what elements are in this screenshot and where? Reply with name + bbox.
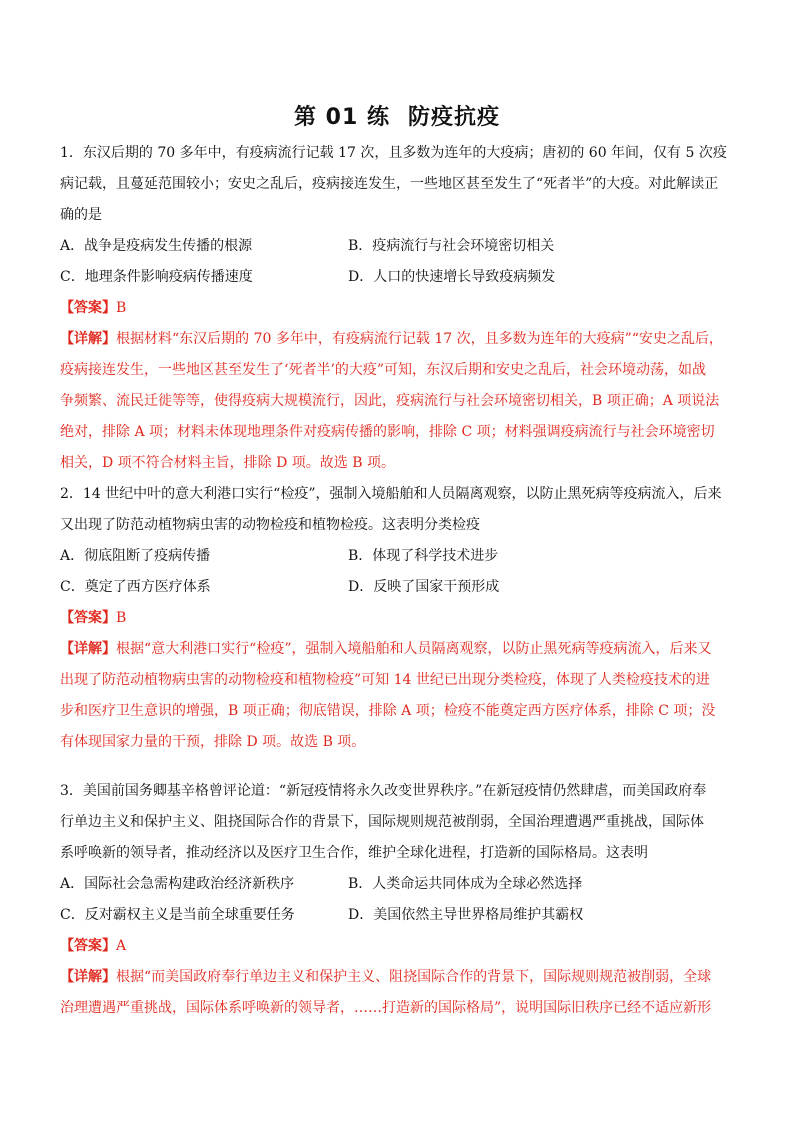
answer-line xyxy=(60,603,736,634)
detail-line xyxy=(60,962,736,993)
detail-line: 相关，D 项不符合材料主旨，排除 D 项。故选 B 项。 xyxy=(60,455,395,471)
detail-line xyxy=(60,634,736,665)
detail-text: 根据“而美国政府奉行单边主义和保护主义、阻挠国际合作的背景下，国际规则规范被削弱，全球 xyxy=(116,969,712,985)
detail-line: 有体现国家力量的干预，排除 D 项。故选 B 项。 xyxy=(60,734,366,750)
detail-label: 【详解】 xyxy=(60,969,116,985)
option-a: A．国际社会急需构建政治经济新秩序 xyxy=(60,876,295,892)
question-text-line: 确的是 xyxy=(60,207,102,223)
option-d: D．美国依然主导世界格局维护其霸权 xyxy=(348,907,584,923)
title-prefix: 第 01 练 xyxy=(294,105,390,130)
detail-label: 【详解】 xyxy=(60,641,116,657)
answer-value: B xyxy=(116,300,127,316)
option-c: C．反对霸权主义是当前全球重要任务 xyxy=(60,907,295,923)
detail-line: 治理遭遇严重挑战，国际体系呼唤新的领导者，……打造新的国际格局”，说明国际旧秩序已经不适应新形 xyxy=(60,1000,712,1016)
option-c: C．奠定了西方医疗体系 xyxy=(60,579,211,595)
question-text-line: 2．14 世纪中叶的意大利港口实行“检疫”，强制入境船舶和人员隔离观察，以防止黑死病等疫病流入，后来 xyxy=(60,486,722,502)
detail-label: 【详解】 xyxy=(60,331,116,347)
option-c: C．地理条件影响疫病传播速度 xyxy=(60,269,253,285)
options-row xyxy=(60,869,736,900)
question-text-line: 1．东汉后期的 70 多年中，有疫病流行记载 17 次，且多数为连年的大疫病；唐初的 60 年间，仅有 5 次疫 xyxy=(60,145,727,161)
answer-value: B xyxy=(116,610,127,626)
detail-line: 绝对，排除 A 项；材料未体现地理条件对疫病传播的影响，排除 C 项；材料强调疫病流行与社会环境密切 xyxy=(60,424,715,440)
detail-line: 出现了防范动植物病虫害的动物检疫和植物检疫”可知 14 世纪已出现分类检疫，体现了人类检疫技术的进 xyxy=(60,672,710,688)
options-row xyxy=(60,572,736,603)
options-row xyxy=(60,262,736,293)
answer-line xyxy=(60,293,736,324)
question-2 xyxy=(60,479,736,758)
detail-line: 步和医疗卫生意识的增强，B 项正确；彻底错误，排除 A 项；检疫不能奠定西方医疗体系，排除 C 项；没 xyxy=(60,703,716,719)
option-a: A．彻底阻断了疫病传播 xyxy=(60,548,211,564)
title-main: 防疫抗疫 xyxy=(407,105,500,130)
answer-label: 【答案】 xyxy=(60,610,116,626)
option-d: D．人口的快速增长导致疫病频发 xyxy=(348,269,556,285)
detail-line: 疫病接连发生，一些地区甚至发生了‘死者半’的大疫”可知，东汉后期和安史之乱后，社会环境动荡，如战 xyxy=(60,362,707,378)
answer-line xyxy=(60,931,736,962)
question-text-line: 行单边主义和保护主义、阻挠国际合作的背景下，国际规则规范被削弱，全国治理遭遇严重挑战，国际体 xyxy=(60,814,704,830)
option-b: B．人类命运共同体成为全球必然选择 xyxy=(348,876,583,892)
detail-line xyxy=(60,324,736,355)
option-b: B．体现了科学技术进步 xyxy=(348,548,499,564)
detail-text: 根据“意大利港口实行“检疫”，强制入境船舶和人员隔离观察，以防止黑死病等疫病流入，后来又 xyxy=(116,641,712,657)
option-d: D．反映了国家干预形成 xyxy=(348,579,500,595)
options-row xyxy=(60,900,736,931)
page-title xyxy=(0,100,794,131)
options-row xyxy=(60,541,736,572)
options-row xyxy=(60,231,736,262)
detail-line: 争频繁、流民迁徙等等，使得疫病大规模流行，因此，疫病流行与社会环境密切相关，B 项正确；A 项说法 xyxy=(60,393,720,409)
question-1 xyxy=(60,138,736,479)
option-a: A．战争是疫病发生传播的根源 xyxy=(60,238,253,254)
question-text-line: 3．美国前国务卿基辛格曾评论道：“新冠疫情将永久改变世界秩序。”在新冠疫情仍然肆虐，而美国政府奉 xyxy=(60,783,707,799)
answer-label: 【答案】 xyxy=(60,300,116,316)
question-text-line: 病记载，且蔓延范围较小；安史之乱后，疫病接连发生，一些地区甚至发生了“死者半”的大疫。对此解读正 xyxy=(60,176,719,192)
question-text-line: 系呼唤新的领导者，推动经济以及医疗卫生合作，维护全球化进程，打造新的国际格局。这表明 xyxy=(60,845,648,861)
question-3 xyxy=(60,776,736,1024)
question-text-line: 又出现了防范动植物病虫害的动物检疫和植物检疫。这表明分类检疫 xyxy=(60,517,480,533)
answer-label: 【答案】 xyxy=(60,938,116,954)
option-b: B．疫病流行与社会环境密切相关 xyxy=(348,238,555,254)
answer-value: A xyxy=(116,938,127,954)
detail-text: 根据材料“东汉后期的 70 多年中，有疫病流行记载 17 次，且多数为连年的大疫病”“安史之乱后， xyxy=(116,331,723,347)
